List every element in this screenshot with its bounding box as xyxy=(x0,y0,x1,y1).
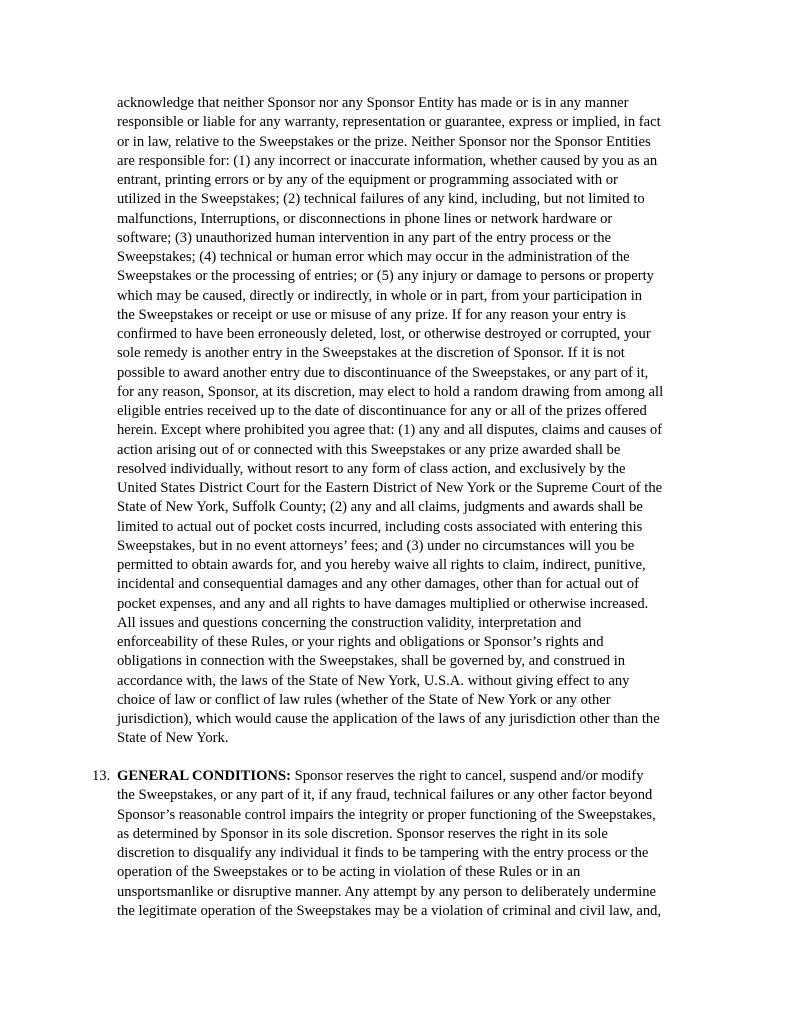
paragraph-line: State of New York, Suffolk County; (2) any and all claims, judgments and awards shall be xyxy=(117,499,643,516)
paragraph-line: Sweepstakes; (4) technical or human error which may occur in the administration of the xyxy=(117,249,630,265)
section-line: unsportsmanlike or disruptive manner. Any attempt by any person to deliberately undermine xyxy=(117,883,657,900)
paragraph-line: or in law, relative to the Sweepstakes or the prize. Neither Sponsor nor the Sponsor Entities xyxy=(117,133,651,150)
paragraph-line: are responsible for: (1) any incorrect or inaccurate information, whether caused by you as an xyxy=(117,152,658,169)
paragraph-line: State of New York. xyxy=(117,730,229,747)
section-line: as determined by Sponsor in its sole discretion. Sponsor reserves the right in its sole xyxy=(117,825,608,842)
section-heading: GENERAL CONDITIONS: xyxy=(117,768,291,784)
paragraph-line: herein. Except where prohibited you agree that: (1) any and all disputes, claims and causes of xyxy=(117,422,663,439)
paragraph-line: obligations in connection with the Sweepstakes, shall be governed by, and construed in xyxy=(117,653,626,670)
paragraph-line: the Sweepstakes or receipt or use or misuse of any prize. If for any reason your entry is xyxy=(117,306,626,323)
body-paragraph xyxy=(117,94,717,749)
paragraph-line: choice of law or conflict of law rules (whether of the State of New York or any other xyxy=(117,691,611,708)
section-line: operation of the Sweepstakes or to be acting in violation of these Rules or in an xyxy=(117,864,581,881)
paragraph-line: limited to actual out of pocket costs incurred, including costs associated with entering this xyxy=(117,518,643,535)
paragraph-line: utilized in the Sweepstakes; (2) technical failures of any kind, including, but not limited to xyxy=(117,191,645,208)
section-first-line-text: Sponsor reserves the right to cancel, suspend and/or modify xyxy=(290,768,644,784)
paragraph-line: enforceability of these Rules, or your rights and obligations or Sponsor’s rights and xyxy=(117,634,604,650)
paragraph-line: responsible or liable for any warranty, representation or guarantee, express or implied, in fact xyxy=(117,114,661,131)
section-line: discretion to disqualify any individual it finds to be tampering with the entry process or the xyxy=(117,845,649,861)
paragraph-line: which may be caused, directly or indirectly, in whole or in part, from your participation in xyxy=(117,287,643,304)
paragraph-line: software; (3) unauthorized human intervention in any part of the entry process or the xyxy=(117,229,611,246)
paragraph-line: United States District Court for the Eastern District of New York or the Supreme Court of the xyxy=(117,480,663,496)
paragraph-line: Sweepstakes, but in no event attorneys’ fees; and (3) under no circumstances will you be xyxy=(117,537,635,554)
section-general-conditions xyxy=(92,767,717,921)
paragraph-line: Sweepstakes or the processing of entries; or (5) any injury or damage to persons or property xyxy=(117,268,654,285)
paragraph-line: All issues and questions concerning the construction validity, interpretation and xyxy=(117,614,582,631)
paragraph-line: eligible entries received up to the date of discontinuance for any or all of the prizes offered xyxy=(117,403,647,419)
paragraph-line: permitted to obtain awards for, and you hereby waive all rights to claim, indirect, punitive, xyxy=(117,557,646,573)
paragraph-line: pocket expenses, and any and all rights to have damages multiplied or otherwise increased. xyxy=(117,595,649,612)
paragraph-line: jurisdiction), which would cause the application of the laws of any jurisdiction other than the xyxy=(117,711,660,727)
paragraph-line: sole remedy is another entry in the Sweepstakes at the discretion of Sponsor. If it is not xyxy=(117,345,625,362)
paragraph-line: entrant, printing errors or by any of the equipment or programming associated with or xyxy=(117,172,618,188)
paragraph-line: resolved individually, without resort to any form of class action, and exclusively by the xyxy=(117,460,626,477)
paragraph-line: action arising out of or connected with this Sweepstakes or any prize awarded shall be xyxy=(117,441,621,458)
section-first-line xyxy=(117,767,717,786)
paragraph-line: possible to award another entry due to discontinuance of the Sweepstakes, or any part of it, xyxy=(117,364,649,381)
paragraph-line: acknowledge that neither Sponsor nor any Sponsor Entity has made or is in any manner xyxy=(117,95,629,111)
paragraph-line: for any reason, Sponsor, at its discretion, may elect to hold a random drawing from among all xyxy=(117,383,664,400)
section-line: the Sweepstakes, or any part of it, if any fraud, technical failures or any other factor beyond xyxy=(117,787,653,804)
paragraph-line: confirmed to have been erroneously deleted, lost, or otherwise destroyed or corrupted, your xyxy=(117,326,651,342)
section-number: 13. xyxy=(92,768,111,784)
section-line: the legitimate operation of the Sweepstakes may be a violation of criminal and civil law, and, xyxy=(117,902,662,919)
paragraph-line: accordance with, the laws of the State of New York, U.S.A. without giving effect to any xyxy=(117,672,630,689)
paragraph-line: malfunctions, Interruptions, or disconnections in phone lines or network hardware or xyxy=(117,210,613,227)
section-line: Sponsor’s reasonable control impairs the integrity or proper functioning of the Sweepstakes, xyxy=(117,806,656,823)
paragraph-line: incidental and consequential damages and any other damages, other than for actual out of xyxy=(117,576,639,593)
